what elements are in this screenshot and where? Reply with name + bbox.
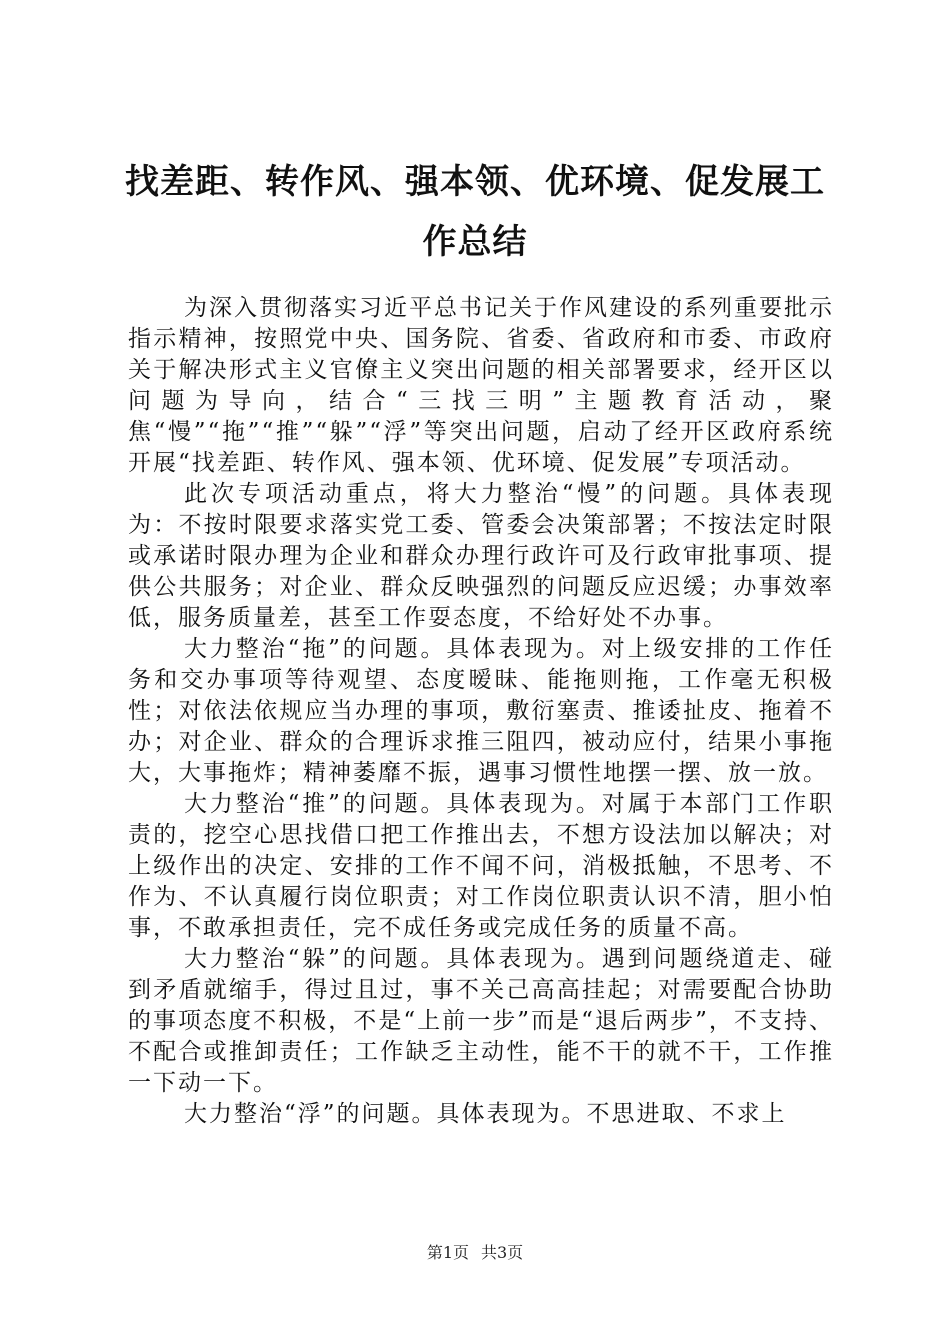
page-total: 共3页: [481, 1243, 524, 1262]
document-title-line2: 作总结: [422, 222, 528, 262]
paragraph-delay: 大力整治“拖”的问题。具体表现为。对上级安排的工作任务和交办事项等待观望、态度暧昧、能拖则拖，工作毫无积极性；对依法依规应当办理的事项，敷衍塞责、推诿扯皮、拖着不办；对企业、群众的合理诉求推三阻四，被动应付，结果小事拖大，大事拖炸；精神萎靡不振，遇事习惯性地摆一摆、放一放。: [128, 636, 834, 786]
paragraph-slow: 此次专项活动重点，将大力整治“慢”的问题。具体表现为：不按时限要求落实党工委、管委会决策部署；不按法定时限或承诺时限办理为企业和群众办理行政许可及行政审批事项、提供公共服务；对企业、群众反映强烈的问题反应迟缓；办事效率低，服务质量差，甚至工作耍态度，不给好处不办事。: [128, 481, 834, 631]
paragraph-intro: 为深入贯彻落实习近平总书记关于作风建设的系列重要批示指示精神，按照党中央、国务院、省委、省政府和市委、市政府关于解决形式主义官僚主义突出问题的相关部署要求，经开区以问题为导向，结合“三找三明”主题教育活动，聚焦“慢”“拖”“推”“躲”“浮”等突出问题，启动了经开区政府系统开展“找差距、转作风、强本领、优环境、促发展”专项活动。: [128, 295, 834, 476]
page-footer: [0, 1243, 950, 1263]
paragraph-shirk: 大力整治“推”的问题。具体表现为。对属于本部门工作职责的，挖空心思找借口把工作推出去，不想方设法加以解决；对上级作出的决定、安排的工作不闻不问，消极抵触，不思考、不作为、不认真履行岗位职责；对工作岗位职责认识不清，胆小怕事，不敢承担责任，完不成任务或完成任务的质量不高。: [128, 791, 834, 941]
document-title-line1: 找差距、转作风、强本领、优环境、促发展工: [125, 162, 825, 202]
paragraph-superficial: 大力整治“浮”的问题。具体表现为。不思进取、不求上: [184, 1101, 787, 1127]
paragraph-avoid: 大力整治“躲”的问题。具体表现为。遇到问题绕道走、碰到矛盾就缩手，得过且过，事不关己高高挂起；对需要配合协助的事项态度不积极，不是“上前一步”而是“退后两步”，不支持、不配合或推卸责任；工作缺乏主动性，能不干的就不干，工作推一下动一下。: [128, 946, 834, 1096]
page-number: 第1页: [426, 1243, 469, 1262]
document-body: [128, 293, 834, 1130]
